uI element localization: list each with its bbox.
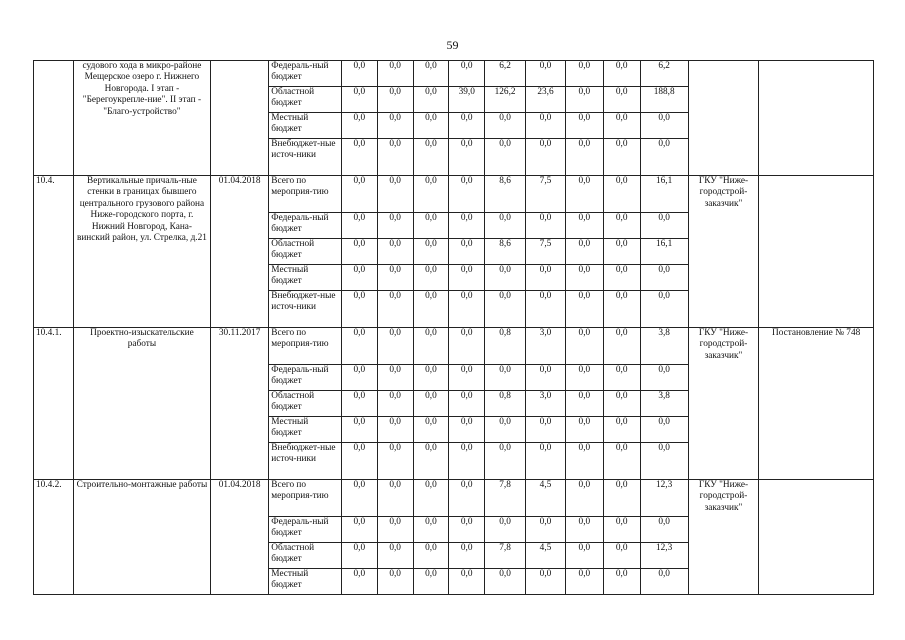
amount-cell: 0,0 <box>485 213 526 239</box>
amount-cell: 0,0 <box>603 443 640 480</box>
funding-source: Всего по мероприя-тию <box>269 328 342 365</box>
amount-cell: 6,2 <box>640 61 688 87</box>
amount-cell: 0,0 <box>341 480 377 517</box>
amount-cell: 0,0 <box>485 113 526 139</box>
amount-cell: 0,0 <box>485 417 526 443</box>
amount-cell: 3,0 <box>526 328 566 365</box>
amount-cell: 12,3 <box>640 543 688 569</box>
amount-cell: 0,0 <box>565 61 603 87</box>
funding-source: Областной бюджет <box>269 391 342 417</box>
amount-cell: 0,0 <box>565 569 603 595</box>
amount-cell: 0,0 <box>485 569 526 595</box>
amount-cell: 0,0 <box>449 569 485 595</box>
amount-cell: 0,0 <box>341 365 377 391</box>
amount-cell: 0,0 <box>413 365 449 391</box>
item-number <box>34 61 74 176</box>
amount-cell: 0,0 <box>377 213 413 239</box>
amount-cell: 0,0 <box>565 265 603 291</box>
amount-cell: 4,5 <box>526 543 566 569</box>
amount-cell: 0,0 <box>565 543 603 569</box>
amount-cell: 0,0 <box>449 443 485 480</box>
funding-source: Областной бюджет <box>269 543 342 569</box>
amount-cell: 0,0 <box>377 328 413 365</box>
amount-cell: 39,0 <box>449 87 485 113</box>
amount-cell: 0,0 <box>603 569 640 595</box>
amount-cell: 0,0 <box>341 213 377 239</box>
legal-basis: Постановление № 748 <box>759 328 874 480</box>
amount-cell: 0,0 <box>640 517 688 543</box>
item-name: Вертикальные причаль-ные стенки в границах бывшего центрального грузового района Ниже-городского порта, г. Нижний Новгород, Кана-винский район, ул. Стрелка, д.21 <box>73 176 210 328</box>
amount-cell: 0,0 <box>377 61 413 87</box>
amount-cell: 0,0 <box>341 265 377 291</box>
amount-cell: 0,0 <box>449 139 485 176</box>
amount-cell: 0,0 <box>449 480 485 517</box>
funding-source: Федераль-ный бюджет <box>269 61 342 87</box>
table-row <box>34 328 874 365</box>
amount-cell: 0,0 <box>603 328 640 365</box>
amount-cell: 0,0 <box>341 176 377 213</box>
amount-cell: 0,0 <box>413 61 449 87</box>
amount-cell: 0,0 <box>565 443 603 480</box>
funding-source: Местный бюджет <box>269 569 342 595</box>
amount-cell: 0,0 <box>341 291 377 328</box>
amount-cell: 3,0 <box>526 391 566 417</box>
amount-cell: 0,0 <box>526 139 566 176</box>
amount-cell: 0,0 <box>449 61 485 87</box>
amount-cell: 0,0 <box>526 443 566 480</box>
amount-cell: 0,0 <box>603 543 640 569</box>
amount-cell: 0,0 <box>341 391 377 417</box>
item-date: 01.04.2018 <box>210 176 268 328</box>
item-number: 10.4.2. <box>34 480 74 595</box>
amount-cell: 3,8 <box>640 328 688 365</box>
amount-cell: 0,0 <box>413 176 449 213</box>
amount-cell: 0,0 <box>565 139 603 176</box>
amount-cell: 0,0 <box>413 213 449 239</box>
amount-cell: 0,0 <box>640 291 688 328</box>
amount-cell: 0,0 <box>449 543 485 569</box>
amount-cell: 0,0 <box>565 113 603 139</box>
amount-cell: 0,0 <box>413 113 449 139</box>
amount-cell: 0,0 <box>377 443 413 480</box>
funding-source: Всего по мероприя-тию <box>269 480 342 517</box>
amount-cell: 7,5 <box>526 239 566 265</box>
amount-cell: 0,0 <box>565 517 603 543</box>
table-row <box>34 480 874 517</box>
amount-cell: 0,0 <box>341 139 377 176</box>
funding-source: Внебюджет-ные источ-ники <box>269 291 342 328</box>
amount-cell: 0,0 <box>377 87 413 113</box>
amount-cell: 0,0 <box>565 480 603 517</box>
funding-source: Областной бюджет <box>269 87 342 113</box>
amount-cell: 0,0 <box>413 139 449 176</box>
amount-cell: 12,3 <box>640 480 688 517</box>
amount-cell: 0,0 <box>413 417 449 443</box>
amount-cell: 0,0 <box>341 517 377 543</box>
amount-cell: 0,0 <box>603 87 640 113</box>
amount-cell: 0,0 <box>603 391 640 417</box>
amount-cell: 0,0 <box>603 176 640 213</box>
amount-cell: 0,0 <box>377 517 413 543</box>
amount-cell: 0,0 <box>603 291 640 328</box>
amount-cell: 0,0 <box>640 569 688 595</box>
amount-cell: 0,0 <box>485 365 526 391</box>
amount-cell: 0,0 <box>377 113 413 139</box>
amount-cell: 0,0 <box>603 213 640 239</box>
amount-cell: 0,0 <box>603 365 640 391</box>
amount-cell: 0,0 <box>449 239 485 265</box>
amount-cell: 126,2 <box>485 87 526 113</box>
amount-cell: 0,0 <box>526 213 566 239</box>
amount-cell: 0,0 <box>413 543 449 569</box>
amount-cell: 0,8 <box>485 328 526 365</box>
amount-cell: 0,0 <box>449 291 485 328</box>
amount-cell: 0,0 <box>526 61 566 87</box>
amount-cell: 0,0 <box>526 569 566 595</box>
amount-cell: 0,0 <box>413 569 449 595</box>
amount-cell: 0,0 <box>377 480 413 517</box>
amount-cell: 0,0 <box>640 139 688 176</box>
amount-cell: 0,0 <box>526 517 566 543</box>
amount-cell: 0,0 <box>565 239 603 265</box>
item-date: 30.11.2017 <box>210 328 268 480</box>
amount-cell: 16,1 <box>640 239 688 265</box>
legal-basis <box>759 176 874 328</box>
amount-cell: 0,0 <box>640 443 688 480</box>
funding-source: Внебюджет-ные источ-ники <box>269 139 342 176</box>
amount-cell: 0,0 <box>341 61 377 87</box>
amount-cell: 0,0 <box>413 239 449 265</box>
item-number: 10.4. <box>34 176 74 328</box>
amount-cell: 16,1 <box>640 176 688 213</box>
amount-cell: 7,5 <box>526 176 566 213</box>
amount-cell: 0,0 <box>413 328 449 365</box>
amount-cell: 0,0 <box>526 265 566 291</box>
amount-cell: 0,0 <box>413 265 449 291</box>
amount-cell: 0,0 <box>413 443 449 480</box>
amount-cell: 8,6 <box>485 239 526 265</box>
amount-cell: 0,0 <box>341 87 377 113</box>
page-number: 59 <box>446 38 459 52</box>
funding-source: Всего по мероприя-тию <box>269 176 342 213</box>
amount-cell: 3,8 <box>640 391 688 417</box>
amount-cell: 0,0 <box>341 569 377 595</box>
executor <box>688 61 759 176</box>
amount-cell: 0,0 <box>377 176 413 213</box>
item-number: 10.4.1. <box>34 328 74 480</box>
funding-source: Областной бюджет <box>269 239 342 265</box>
amount-cell: 8,6 <box>485 176 526 213</box>
amount-cell: 0,0 <box>565 213 603 239</box>
amount-cell: 4,5 <box>526 480 566 517</box>
amount-cell: 0,0 <box>565 328 603 365</box>
amount-cell: 0,0 <box>413 291 449 328</box>
amount-cell: 0,0 <box>377 543 413 569</box>
amount-cell: 7,8 <box>485 480 526 517</box>
amount-cell: 0,0 <box>377 417 413 443</box>
amount-cell: 0,0 <box>449 328 485 365</box>
amount-cell: 0,0 <box>413 517 449 543</box>
amount-cell: 0,0 <box>413 480 449 517</box>
amount-cell: 0,0 <box>640 265 688 291</box>
amount-cell: 0,0 <box>603 480 640 517</box>
table-body <box>34 61 874 595</box>
amount-cell: 0,0 <box>377 391 413 417</box>
legal-basis <box>759 61 874 176</box>
amount-cell: 0,0 <box>341 543 377 569</box>
amount-cell: 0,0 <box>485 291 526 328</box>
funding-source: Местный бюджет <box>269 265 342 291</box>
item-date <box>210 61 268 176</box>
item-name: Проектно-изыскательские работы <box>73 328 210 480</box>
amount-cell: 0,0 <box>413 87 449 113</box>
amount-cell: 0,0 <box>341 113 377 139</box>
amount-cell: 0,0 <box>413 391 449 417</box>
amount-cell: 0,0 <box>449 391 485 417</box>
funding-source: Внебюджет-ные источ-ники <box>269 443 342 480</box>
amount-cell: 0,0 <box>449 176 485 213</box>
amount-cell: 0,0 <box>565 391 603 417</box>
amount-cell: 0,0 <box>449 417 485 443</box>
amount-cell: 0,0 <box>341 328 377 365</box>
amount-cell: 0,0 <box>485 265 526 291</box>
table-row <box>34 61 874 87</box>
item-name: Строительно-монтажные работы <box>73 480 210 595</box>
amount-cell: 0,0 <box>526 113 566 139</box>
funding-source: Местный бюджет <box>269 113 342 139</box>
amount-cell: 7,8 <box>485 543 526 569</box>
amount-cell: 0,0 <box>640 213 688 239</box>
item-name: судового хода в микро-районе Мещерское озеро г. Нижнего Новгорода. I этап - "Берегоукрепле-ние". II этап - "Благо-устройство" <box>73 61 210 176</box>
executor: ГКУ "Ниже-городстрой-заказчик" <box>688 176 759 328</box>
amount-cell: 0,0 <box>485 517 526 543</box>
amount-cell: 0,0 <box>565 87 603 113</box>
amount-cell: 0,0 <box>565 176 603 213</box>
amount-cell: 0,0 <box>565 417 603 443</box>
amount-cell: 0,8 <box>485 391 526 417</box>
amount-cell: 0,0 <box>449 213 485 239</box>
amount-cell: 0,0 <box>449 265 485 291</box>
amount-cell: 0,0 <box>565 365 603 391</box>
amount-cell: 0,0 <box>603 113 640 139</box>
executor: ГКУ "Ниже-городстрой-заказчик" <box>688 328 759 480</box>
funding-source: Местный бюджет <box>269 417 342 443</box>
amount-cell: 0,0 <box>603 139 640 176</box>
amount-cell: 0,0 <box>603 239 640 265</box>
funding-source: Федераль-ный бюджет <box>269 365 342 391</box>
amount-cell: 23,6 <box>526 87 566 113</box>
item-date: 01.04.2018 <box>210 480 268 595</box>
amount-cell: 0,0 <box>377 239 413 265</box>
amount-cell: 0,0 <box>377 139 413 176</box>
amount-cell: 188,8 <box>640 87 688 113</box>
amount-cell: 0,0 <box>526 291 566 328</box>
amount-cell: 0,0 <box>377 265 413 291</box>
funding-table <box>33 60 874 595</box>
amount-cell: 0,0 <box>341 239 377 265</box>
amount-cell: 0,0 <box>565 291 603 328</box>
amount-cell: 0,0 <box>603 417 640 443</box>
amount-cell: 0,0 <box>640 365 688 391</box>
amount-cell: 0,0 <box>377 569 413 595</box>
funding-source: Федераль-ный бюджет <box>269 213 342 239</box>
amount-cell: 0,0 <box>449 113 485 139</box>
amount-cell: 0,0 <box>377 365 413 391</box>
amount-cell: 0,0 <box>449 365 485 391</box>
amount-cell: 0,0 <box>603 517 640 543</box>
amount-cell: 0,0 <box>377 291 413 328</box>
table-row <box>34 176 874 213</box>
amount-cell: 0,0 <box>485 443 526 480</box>
amount-cell: 0,0 <box>526 417 566 443</box>
amount-cell: 0,0 <box>341 443 377 480</box>
amount-cell: 0,0 <box>341 417 377 443</box>
executor: ГКУ "Ниже-городстрой-заказчик" <box>688 480 759 595</box>
amount-cell: 0,0 <box>603 265 640 291</box>
amount-cell: 0,0 <box>449 517 485 543</box>
funding-source: Федераль-ный бюджет <box>269 517 342 543</box>
amount-cell: 6,2 <box>485 61 526 87</box>
legal-basis <box>759 480 874 595</box>
amount-cell: 0,0 <box>526 365 566 391</box>
amount-cell: 0,0 <box>640 417 688 443</box>
amount-cell: 0,0 <box>485 139 526 176</box>
amount-cell: 0,0 <box>640 113 688 139</box>
amount-cell: 0,0 <box>603 61 640 87</box>
